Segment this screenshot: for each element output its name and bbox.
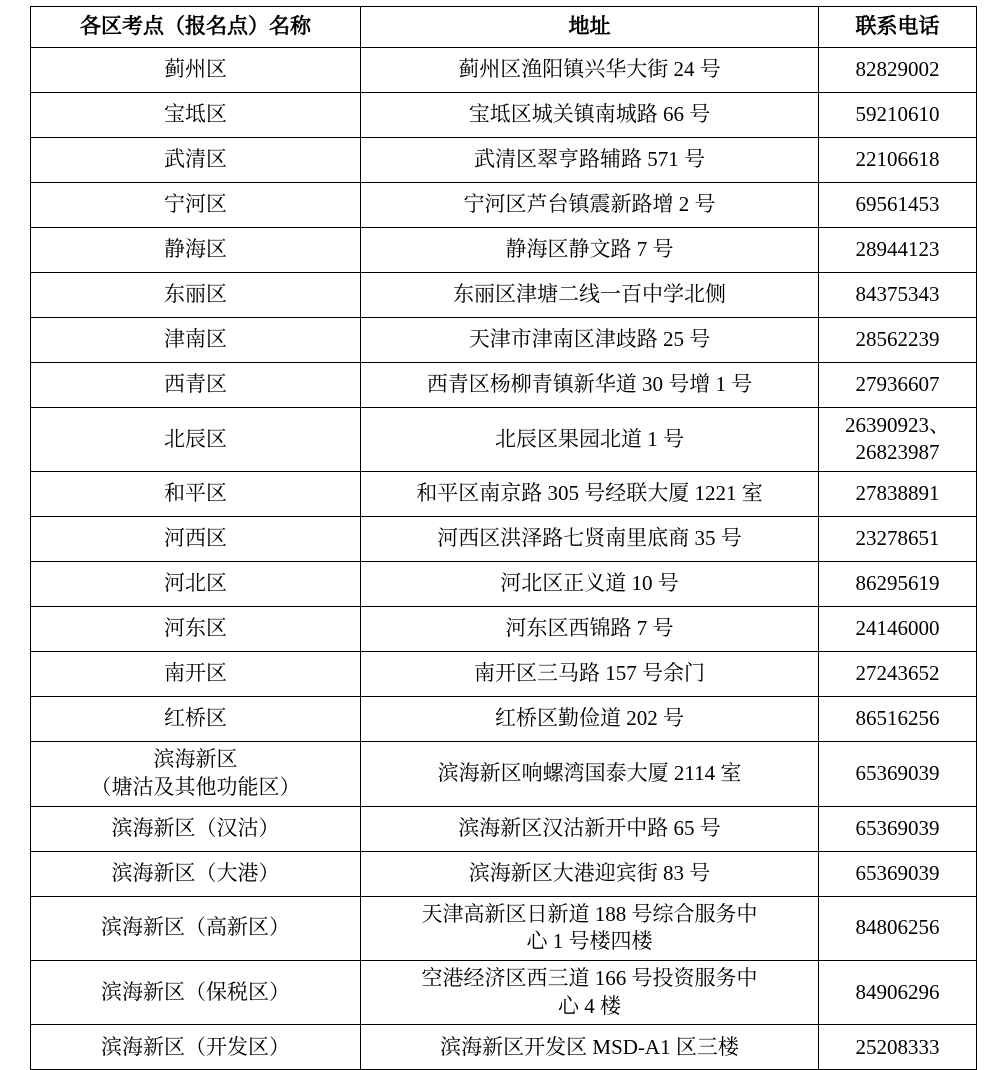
cell-address: 武清区翠亨路辅路 571 号 (361, 137, 819, 182)
cell-district: 南开区 (31, 652, 361, 697)
cell-district: 滨海新区（开发区） (31, 1025, 361, 1070)
cell-address: 东丽区津塘二线一百中学北侧 (361, 272, 819, 317)
cell-phone: 59210610 (819, 92, 977, 137)
table-row (31, 317, 977, 362)
table-row (31, 1025, 977, 1070)
cell-district: 静海区 (31, 227, 361, 272)
cell-phone: 27838891 (819, 472, 977, 517)
cell-address: 滨海新区响螺湾国泰大厦 2114 室 (361, 742, 819, 806)
table-row (31, 697, 977, 742)
exam-sites-table (30, 6, 977, 1070)
cell-district: 河北区 (31, 562, 361, 607)
cell-phone: 28944123 (819, 227, 977, 272)
cell-district: 滨海新区 （塘沽及其他功能区） (31, 742, 361, 806)
table-body (31, 47, 977, 1070)
cell-phone: 65369039 (819, 806, 977, 851)
cell-district: 宝坻区 (31, 92, 361, 137)
table-row (31, 652, 977, 697)
cell-address: 天津高新区日新道 188 号综合服务中 心 1 号楼四楼 (361, 896, 819, 960)
cell-phone: 65369039 (819, 742, 977, 806)
table-row (31, 961, 977, 1025)
cell-phone: 24146000 (819, 607, 977, 652)
cell-address: 滨海新区汉沽新开中路 65 号 (361, 806, 819, 851)
cell-phone: 84906296 (819, 961, 977, 1025)
cell-district: 武清区 (31, 137, 361, 182)
table-header (31, 7, 977, 48)
cell-address: 北辰区果园北道 1 号 (361, 407, 819, 471)
cell-address: 天津市津南区津歧路 25 号 (361, 317, 819, 362)
cell-district: 蓟州区 (31, 47, 361, 92)
table-row (31, 362, 977, 407)
cell-district: 河东区 (31, 607, 361, 652)
table-row (31, 407, 977, 471)
table-row (31, 517, 977, 562)
table-row (31, 472, 977, 517)
cell-district: 滨海新区（大港） (31, 851, 361, 896)
cell-district: 滨海新区（高新区） (31, 896, 361, 960)
table-row (31, 607, 977, 652)
cell-district: 河西区 (31, 517, 361, 562)
cell-address: 河东区西锦路 7 号 (361, 607, 819, 652)
cell-address: 静海区静文路 7 号 (361, 227, 819, 272)
cell-address: 宝坻区城关镇南城路 66 号 (361, 92, 819, 137)
cell-district: 津南区 (31, 317, 361, 362)
table-header-row (31, 7, 977, 48)
cell-district: 宁河区 (31, 182, 361, 227)
cell-district: 和平区 (31, 472, 361, 517)
cell-address: 南开区三马路 157 号余门 (361, 652, 819, 697)
table-row (31, 562, 977, 607)
cell-phone: 84806256 (819, 896, 977, 960)
cell-phone: 86295619 (819, 562, 977, 607)
table-row (31, 227, 977, 272)
cell-phone: 26390923、 26823987 (819, 407, 977, 471)
cell-address: 滨海新区开发区 MSD-A1 区三楼 (361, 1025, 819, 1070)
cell-address: 西青区杨柳青镇新华道 30 号增 1 号 (361, 362, 819, 407)
cell-phone: 82829002 (819, 47, 977, 92)
cell-district: 滨海新区（保税区） (31, 961, 361, 1025)
cell-phone: 65369039 (819, 851, 977, 896)
cell-district: 东丽区 (31, 272, 361, 317)
cell-district: 北辰区 (31, 407, 361, 471)
cell-address: 河西区洪泽路七贤南里底商 35 号 (361, 517, 819, 562)
cell-phone: 28562239 (819, 317, 977, 362)
cell-phone: 22106618 (819, 137, 977, 182)
cell-address: 红桥区勤俭道 202 号 (361, 697, 819, 742)
cell-phone: 27936607 (819, 362, 977, 407)
table-row (31, 137, 977, 182)
cell-address: 宁河区芦台镇震新路增 2 号 (361, 182, 819, 227)
table-row (31, 851, 977, 896)
cell-address: 河北区正义道 10 号 (361, 562, 819, 607)
cell-phone: 84375343 (819, 272, 977, 317)
cell-address: 和平区南京路 305 号经联大厦 1221 室 (361, 472, 819, 517)
table-row (31, 272, 977, 317)
cell-district: 滨海新区（汉沽） (31, 806, 361, 851)
cell-address: 滨海新区大港迎宾街 83 号 (361, 851, 819, 896)
table-row (31, 182, 977, 227)
column-header-district: 各区考点（报名点）名称 (31, 7, 361, 48)
column-header-address: 地址 (361, 7, 819, 48)
cell-address: 空港经济区西三道 166 号投资服务中 心 4 楼 (361, 961, 819, 1025)
cell-phone: 27243652 (819, 652, 977, 697)
table-row (31, 806, 977, 851)
cell-phone: 69561453 (819, 182, 977, 227)
table-row (31, 47, 977, 92)
table-row (31, 742, 977, 806)
table-row (31, 92, 977, 137)
column-header-phone: 联系电话 (819, 7, 977, 48)
cell-district: 西青区 (31, 362, 361, 407)
cell-phone: 86516256 (819, 697, 977, 742)
cell-address: 蓟州区渔阳镇兴华大街 24 号 (361, 47, 819, 92)
cell-phone: 25208333 (819, 1025, 977, 1070)
cell-phone: 23278651 (819, 517, 977, 562)
table-row (31, 896, 977, 960)
cell-district: 红桥区 (31, 697, 361, 742)
